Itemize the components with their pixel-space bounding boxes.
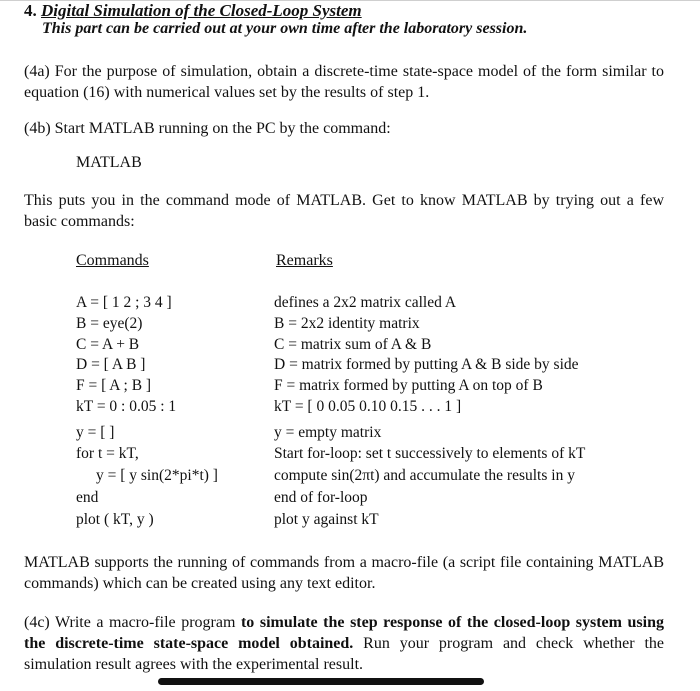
remark-row-8: Start for-loop: set t successively to elements of kT [274,445,586,462]
remark-row-5: F = matrix formed by putting A on top of B [274,377,543,394]
paragraph-4c [24,612,664,675]
command-row-2: B = eye(2) [76,315,143,332]
paragraph-macro: MATLAB supports the running of commands from a macro-file (a script file containing MATLAB commands) which can be created using any text editor. [24,554,664,592]
remark-row-4: D = matrix formed by putting A & B side by side [274,356,579,373]
commands-header: Commands [76,252,149,269]
paragraph-4c-bold: to simulate the step response of the closed-loop system using the discrete-time state-space model obtained. [24,614,665,652]
paragraph-4a: (4a) For the purpose of simulation, obtain a discrete-time state-space model of the form similar to equation (16) with numerical values set by the results of step 1. [24,63,664,101]
remark-row-2: B = 2x2 identity matrix [274,315,420,332]
paragraph-4c-prefix: (4c) Write a macro-file program [24,614,241,631]
command-row-4: D = [ A B ] [76,356,146,373]
home-indicator-bar[interactable] [158,678,484,685]
paragraph-4b: (4b) Start MATLAB running on the PC by the command: [24,120,391,137]
remarks-header: Remarks [276,252,333,269]
remark-row-9: compute sin(2πt) and accumulate the results in y [274,467,575,484]
command-row-9: y = [ y sin(2*pi*t) ] [96,467,218,484]
remark-row-3: C = matrix sum of A & B [274,336,432,353]
section-heading [24,1,362,21]
remark-row-11: plot y against kT [274,511,379,528]
paragraph-4c-suffix: Run your program and check whether the simulation result agrees with the experimental result. [24,635,664,673]
command-row-5: F = [ A ; B ] [76,377,152,394]
remark-row-10: end of for-loop [274,489,368,506]
command-row-3: C = A + B [76,336,140,353]
command-row-1: A = [ 1 2 ; 3 4 ] [76,294,172,311]
matlab-command: MATLAB [76,154,142,171]
section-number: 4. [24,1,37,20]
command-row-10: end [76,489,99,506]
command-row-11: plot ( kT, y ) [76,511,154,528]
command-row-7: y = [ ] [76,424,115,441]
section-subtitle: This part can be carried out at your own time after the laboratory session. [42,20,528,37]
remark-row-1: defines a 2x2 matrix called A [274,294,457,311]
command-row-6: kT = 0 : 0.05 : 1 [76,398,177,415]
section-title: Digital Simulation of the Closed-Loop System [41,1,362,20]
command-row-8: for t = kT, [76,445,139,462]
paragraph-intro: This puts you in the command mode of MATLAB. Get to know MATLAB by trying out a few basic commands: [24,192,664,230]
remark-row-7: y = empty matrix [274,424,382,441]
remark-row-6: kT = [ 0 0.05 0.10 0.15 . . . 1 ] [274,398,462,415]
